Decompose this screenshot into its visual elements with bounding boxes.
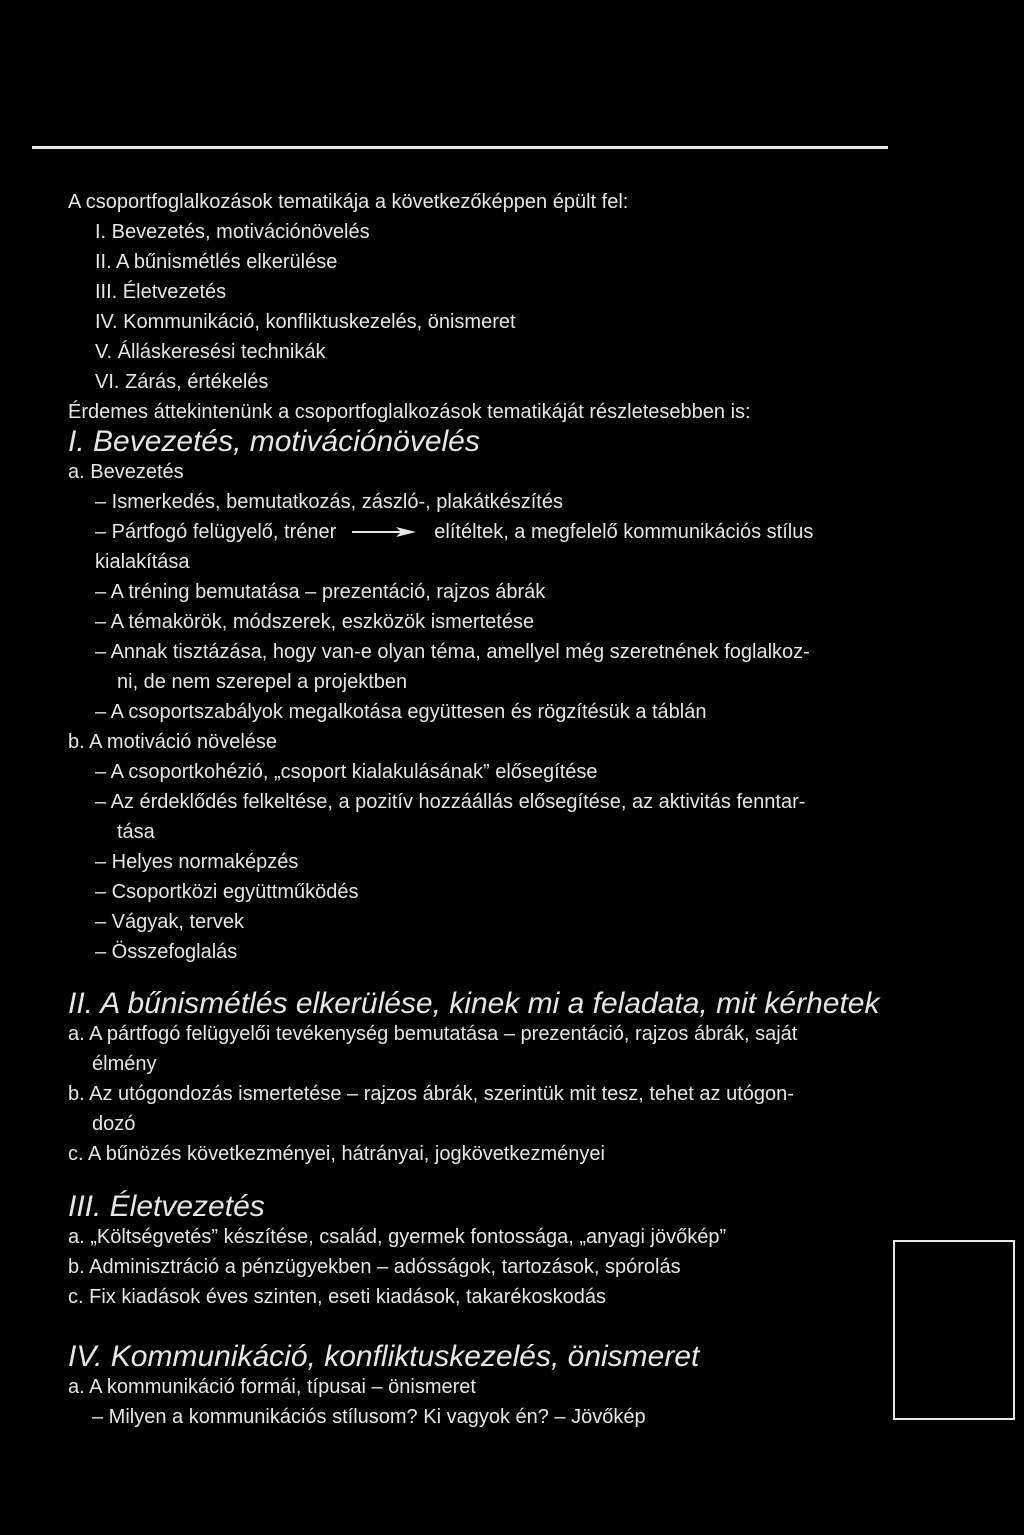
top-rule (32, 146, 888, 149)
list-item (95, 520, 813, 544)
section-3-c: c. Fix kiadások éves szinten, eseti kiadások, takarékoskodás (68, 1286, 607, 1308)
list-item: – Ismerkedés, bemutatkozás, zászló-, plakátkészítés (95, 491, 563, 513)
section-1-a-label: a. Bevezetés (68, 461, 184, 483)
list-item-continuation: ni, de nem szerepel a projektben (117, 671, 408, 693)
toc-item-5: V. Álláskeresési technikák (95, 341, 326, 363)
list-item: – A csoportszabályok megalkotása együttesen és rögzítésük a táblán (95, 701, 707, 723)
section-4-a: a. A kommunikáció formái, típusai – önismeret (68, 1376, 476, 1398)
list-item: – Annak tisztázása, hogy van-e olyan téma, amellyel még szeretnének foglalkoz- (95, 641, 810, 663)
section-1-heading: I. Bevezetés, motivációnövelés (68, 425, 480, 458)
list-item-continuation: kialakítása (95, 551, 190, 573)
list-item-right: elítéltek, a megfelelő kommunikációs stílus (434, 521, 814, 543)
list-item: – A tréning bemutatása – prezentáció, rajzos ábrák (95, 581, 546, 603)
list-item: – Összefoglalás (95, 941, 238, 963)
list-item: – Az érdeklődés felkeltése, a pozitív hozzáállás elősegítése, az aktivitás fenntar- (95, 791, 806, 813)
list-item-continuation: tása (117, 821, 155, 843)
list-item: – A témakörök, módszerek, eszközök ismertetése (95, 611, 535, 633)
toc-item-3: III. Életvezetés (95, 281, 227, 303)
section-2-c: c. A bűnözés következményei, hátrányai, jogkövetkezményei (68, 1143, 605, 1165)
section-4-heading: IV. Kommunikáció, konfliktuskezelés, önismeret (68, 1340, 700, 1373)
section-2-a: a. A pártfogó felügyelői tevékenység bemutatása – prezentáció, rajzos ábrák, saját (68, 1023, 798, 1045)
list-item: – A csoportkohézió, „csoport kialakulásának” elősegítése (95, 761, 598, 783)
section-3-a: a. „Költségvetés” készítése, család, gyermek fontossága, „anyagi jövőkép” (68, 1226, 727, 1248)
list-item-left: – Pártfogó felügyelő, tréner (95, 521, 337, 543)
section-2-a-continuation: élmény (92, 1053, 157, 1075)
section-3-heading: III. Életvezetés (68, 1190, 265, 1223)
toc-item-6: VI. Zárás, értékelés (95, 371, 269, 393)
toc-item-2: II. A bűnismétlés elkerülése (95, 251, 338, 273)
list-item: – Vágyak, tervek (95, 911, 244, 933)
list-item: – Milyen a kommunikációs stílusom? Ki vagyok én? – Jövőkép (92, 1406, 646, 1428)
section-2-b-continuation: dozó (92, 1113, 136, 1135)
section-1-b-label: b. A motiváció növelése (68, 731, 278, 753)
list-item: – Helyes normaképzés (95, 851, 299, 873)
detail-intro-text: Érdemes áttekintenünk a csoportfoglalkozások tematikáját részletesebben is: (68, 401, 751, 423)
list-item: – Csoportközi együttműködés (95, 881, 359, 903)
intro-text: A csoportfoglalkozások tematikája a következőképpen épült fel: (68, 191, 629, 213)
toc-item-1: I. Bevezetés, motivációnövelés (95, 221, 370, 243)
section-2-b: b. Az utógondozás ismertetése – rajzos ábrák, szerintük mit tesz, tehet az utógon- (68, 1083, 794, 1105)
toc-item-4: IV. Kommunikáció, konfliktuskezelés, önismeret (95, 311, 516, 333)
section-2-heading: II. A bűnismétlés elkerülése, kinek mi a feladata, mit kérhetek (68, 987, 880, 1020)
margin-frame (893, 1240, 1015, 1420)
section-3-b: b. Adminisztráció a pénzügyekben – adósságok, tartozások, spórolás (68, 1256, 681, 1278)
arrow-right-icon (352, 526, 416, 538)
